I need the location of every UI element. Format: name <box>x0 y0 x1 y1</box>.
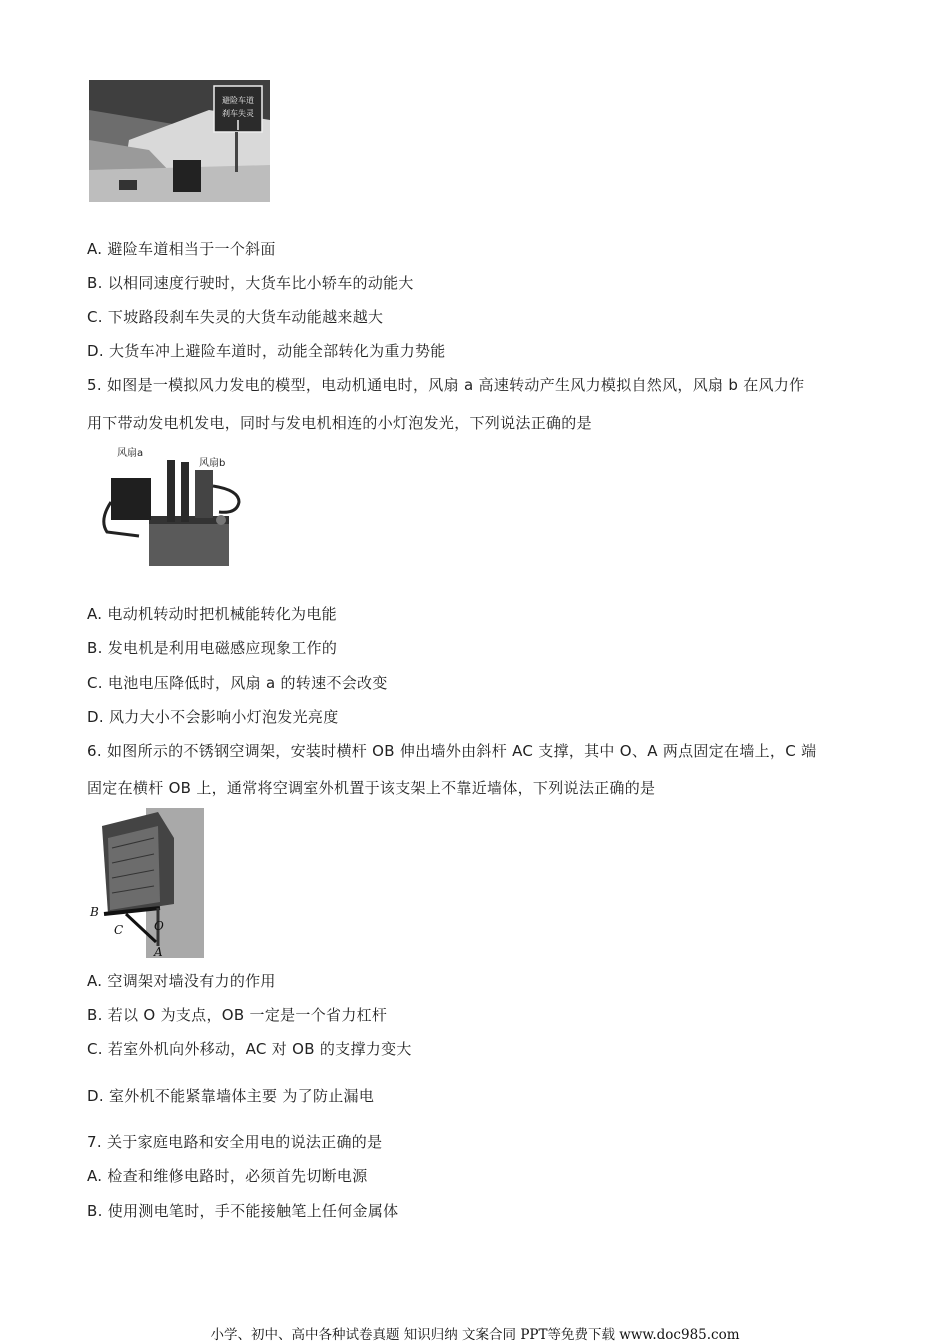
q7-option-b: B. 使用测电笔时，手不能接触笔上任何金属体 <box>87 1202 399 1220</box>
label-c: C <box>114 923 124 937</box>
q4-option-b: B. 以相同速度行驶时，大货车比小轿车的动能大 <box>87 274 414 292</box>
q6-stem-line1: 6. 如图所示的不锈钢空调架，安装时横杆 OB 伸出墙外由斜杆 AC 支撑，其中 O、A 两点固定在墙上，C 端 <box>87 742 817 760</box>
q6-option-d: D. 室外机不能紧靠墙体主要 为了防止漏电 <box>87 1087 375 1105</box>
q6-stem-line2: 固定在横杆 OB 上，通常将空调室外机置于该支架上不靠近墙体，下列说法正确的是 <box>87 779 656 797</box>
sign-text-line1: 避险车道 <box>222 96 254 105</box>
q4-option-c: C. 下坡路段刹车失灵的大货车动能越来越大 <box>87 308 384 326</box>
q6-option-a: A. 空调架对墙没有力的作用 <box>87 972 276 990</box>
q5-option-b: B. 发电机是利用电磁感应现象工作的 <box>87 639 338 657</box>
wind-generator-photo <box>89 440 247 572</box>
label-o: O <box>154 919 164 933</box>
q4-option-a: A. 避险车道相当于一个斜面 <box>87 240 276 258</box>
label-a: A <box>154 945 163 958</box>
q5-option-c: C. 电池电压降低时，风扇 a 的转速不会改变 <box>87 674 388 692</box>
q6-option-b: B. 若以 O 为支点，OB 一定是一个省力杠杆 <box>87 1006 388 1024</box>
q6-option-c: C. 若室外机向外移动，AC 对 OB 的支撑力变大 <box>87 1040 412 1058</box>
page-footer: 小学、初中、高中各种试卷真题 知识归纳 文案合同 PPT等免费下载 www.doc985.com <box>210 1327 740 1343</box>
fan-a-label: 风扇a <box>117 448 144 459</box>
label-b: B <box>90 905 99 919</box>
sign-text-line2: 刹车失灵 <box>222 109 254 118</box>
q7-option-a: A. 检查和维修电路时，必须首先切断电源 <box>87 1167 368 1185</box>
q5-option-d: D. 风力大小不会影响小灯泡发光亮度 <box>87 708 339 726</box>
q5-stem-line2: 用下带动发电机发电，同时与发电机相连的小灯泡发光，下列说法正确的是 <box>87 414 592 432</box>
fan-b-label: 风扇b <box>199 458 226 469</box>
q7-stem: 7. 关于家庭电路和安全用电的说法正确的是 <box>87 1133 383 1151</box>
q5-stem-line1: 5. 如图是一模拟风力发电的模型，电动机通电时，风扇 a 高速转动产生风力模拟自然风，风扇 b 在风力作 <box>87 376 805 394</box>
ac-bracket-photo <box>88 808 204 958</box>
q4-option-d: D. 大货车冲上避险车道时，动能全部转化为重力势能 <box>87 342 446 360</box>
escape-lane-photo <box>89 80 270 202</box>
q5-option-a: A. 电动机转动时把机械能转化为电能 <box>87 605 337 623</box>
